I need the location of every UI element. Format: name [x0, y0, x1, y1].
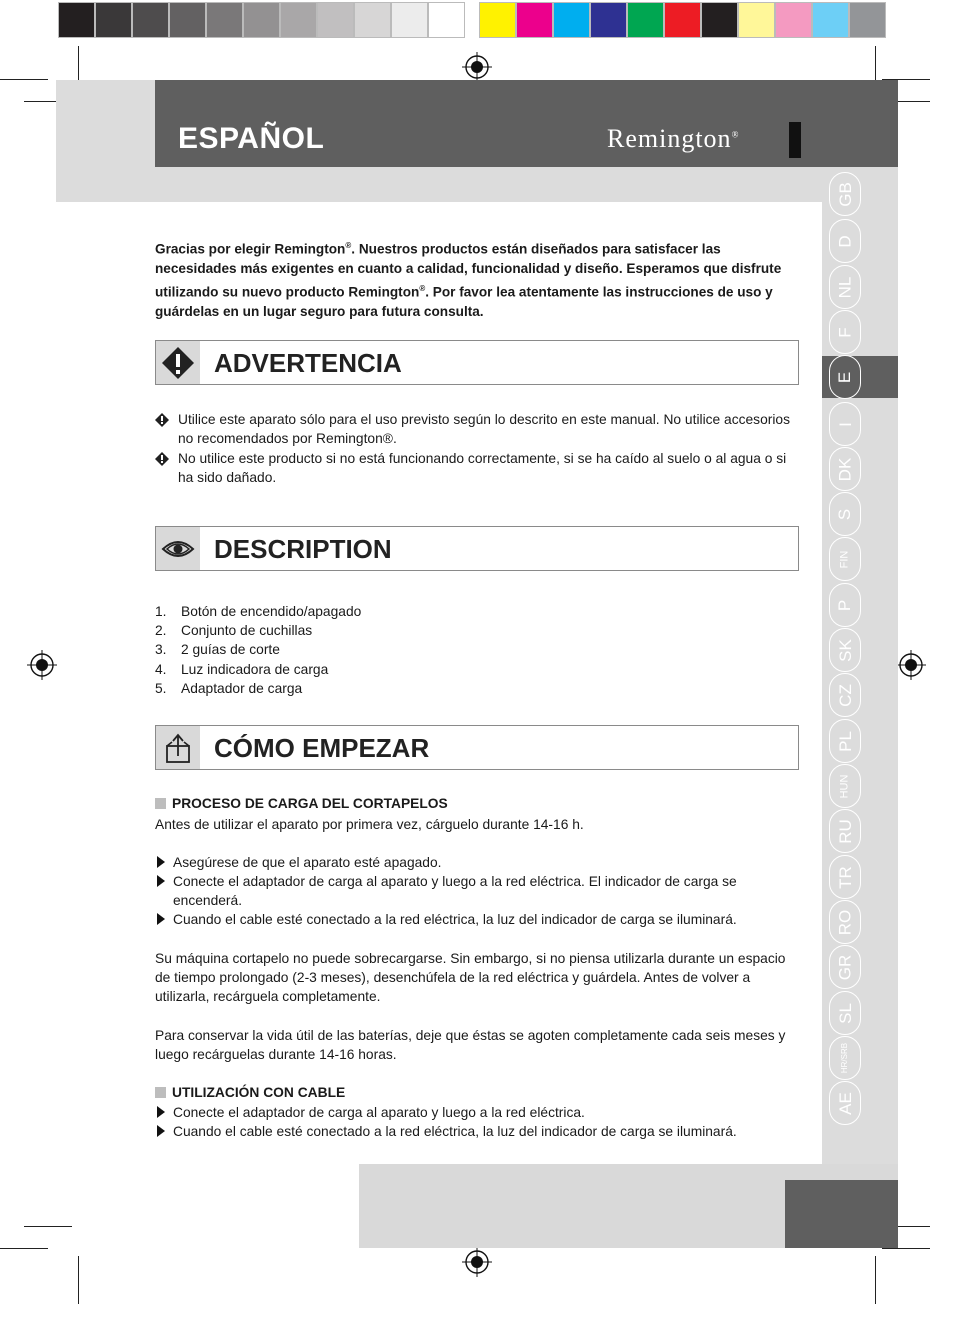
brand-bar	[789, 122, 801, 158]
intro-paragraph: Gracias por elegir Remington®. Nuestros productos están diseñados para satisfacer las necesidades más exigentes en cuanto a calidad, funcionalidad y diseño. Esperamos que disfrute utilizando su nuevo producto Remington®. Por favor lea atentamente las instrucciones de uso y guárdelas en un lugar seguro para futura consulta.	[155, 241, 782, 319]
crop-mark	[78, 1256, 79, 1304]
lang-tab-sk[interactable]: SK	[829, 628, 861, 672]
lang-tab-nl[interactable]: NL	[829, 265, 861, 309]
battery-paragraph: Para conservar la vida útil de las baterías, deje que éstas se agoten completamente cada seis meses y luego recárguelas durante 14-16 horas.	[155, 1028, 786, 1063]
box-arrow-icon	[156, 726, 200, 769]
swatch-grey	[169, 2, 206, 38]
step-item: Cuando el cable esté conectado a la red eléctrica, la luz del indicador de carga se iluminará.	[155, 1122, 795, 1141]
lang-tab-tr[interactable]: TR	[829, 855, 861, 899]
swatch-grey	[206, 2, 243, 38]
swatch-light-cyan	[812, 2, 849, 38]
swatch-pink	[775, 2, 812, 38]
brand-registered-mark: ®	[731, 129, 740, 140]
warning-icon	[156, 341, 200, 384]
list-item: 2. Conjunto de cuchillas	[155, 623, 313, 639]
getting-started-title: CÓMO EMPEZAR	[214, 733, 430, 763]
lang-tab-ae[interactable]: AE	[829, 1081, 861, 1125]
swatch-grey	[243, 2, 280, 38]
square-bullet-icon	[155, 1087, 166, 1098]
square-bullet-icon	[155, 798, 166, 809]
warning-item: No utilice este producto si no está funcionando correctamente, si se ha caído al suelo o al agua o si ha sido dañado.	[155, 449, 795, 487]
crop-mark	[24, 1226, 72, 1227]
swatch-grey	[317, 2, 354, 38]
lang-tab-cz[interactable]: CZ	[829, 673, 861, 717]
lang-tab-p[interactable]: P	[829, 583, 861, 627]
list-item: 5. Adaptador de carga	[155, 680, 303, 696]
triangle-bullet-icon	[155, 910, 165, 930]
parts-list	[155, 602, 361, 698]
brand-name: Remington	[607, 124, 732, 153]
page-number-box	[785, 1180, 898, 1248]
lang-tab-s[interactable]: S	[829, 492, 861, 536]
registration-target-icon	[462, 52, 492, 82]
lang-tab-f[interactable]: F	[829, 310, 861, 354]
lang-tab-ro[interactable]: RO	[829, 900, 861, 944]
lang-tab-i[interactable]: I	[829, 402, 861, 446]
page-title: ESPAÑOL	[178, 122, 325, 155]
warning-item: Utilice este aparato sólo para el uso previsto según lo descrito en este manual. No utilice accesorios no recomendados por Remington®.	[155, 410, 795, 448]
getting-started-section-header	[155, 725, 799, 770]
swatch-grey	[58, 2, 95, 38]
eye-icon	[156, 527, 200, 570]
swatch-grey	[849, 2, 886, 38]
step-item: Cuando el cable esté conectado a la red eléctrica, la luz del indicador de carga se iluminará.	[155, 910, 795, 929]
swatch-grey	[132, 2, 169, 38]
swatch-yellow	[479, 2, 516, 38]
swatch-magenta	[516, 2, 553, 38]
swatch-black	[701, 2, 738, 38]
warning-section-header	[155, 340, 799, 385]
lang-tab-gr[interactable]: GR	[829, 945, 861, 989]
brand-logo	[607, 124, 739, 154]
swatch-cyan	[553, 2, 590, 38]
cable-subheading: UTILIZACIÓN CON CABLE	[155, 1085, 345, 1100]
warning-title: ADVERTENCIA	[214, 348, 402, 378]
lang-tab-e[interactable]: E	[829, 355, 861, 399]
description-section-header	[155, 526, 799, 571]
charging-intro: Antes de utilizar el aparato por primera vez, cárguelo durante 14-16 h.	[155, 817, 584, 832]
description-title: DESCRIPTION	[214, 534, 392, 564]
registration-target-icon	[462, 1247, 492, 1277]
lang-tab-hun[interactable]: HUN	[829, 764, 861, 808]
color-calibration-bar	[58, 2, 886, 38]
swatch-grey	[391, 2, 428, 38]
list-item: 3. 2 guías de corte	[155, 642, 280, 658]
lang-tab-hr-srb[interactable]: HR/SRB	[829, 1036, 861, 1080]
lang-tab-fin[interactable]: FIN	[829, 537, 861, 581]
step-item: Asegúrese de que el aparato esté apagado.	[155, 853, 795, 872]
swatch-blue	[590, 2, 627, 38]
lang-tab-sl[interactable]: SL	[829, 991, 861, 1035]
list-item: 1. Botón de encendido/apagado	[155, 604, 362, 619]
swatch-light-yellow	[738, 2, 775, 38]
triangle-bullet-icon	[155, 1122, 165, 1142]
triangle-bullet-icon	[155, 872, 165, 892]
swatch-grey	[428, 2, 465, 38]
swatch-grey	[354, 2, 391, 38]
lang-tab-dk[interactable]: DK	[829, 447, 861, 491]
crop-mark	[0, 1248, 48, 1249]
swatch-green	[627, 2, 664, 38]
triangle-bullet-icon	[155, 853, 165, 873]
crop-mark	[0, 79, 48, 80]
charging-subheading: PROCESO DE CARGA DEL CORTAPELOS	[155, 796, 448, 811]
lang-tab-d[interactable]: D	[829, 219, 861, 263]
step-item: Conecte el adaptador de carga al aparato y luego a la red eléctrica. El indicador de carga se encenderá.	[155, 872, 795, 910]
warning-diamond-icon	[155, 449, 169, 471]
swatch-grey	[95, 2, 132, 38]
overcharge-paragraph: Su máquina cortapelo no puede sobrecargarse. Sin embargo, si no piensa utilizarla durante un espacio de tiempo prolongado (2-3 meses), desenchúfela de la red eléctrica y guárdela. Antes de volver a utilizarla, recárguela completamente.	[155, 951, 786, 1005]
triangle-bullet-icon	[155, 1103, 165, 1123]
warning-diamond-icon	[155, 410, 169, 432]
list-item: 4. Luz indicadora de carga	[155, 661, 329, 677]
crop-mark	[882, 1248, 930, 1249]
lang-tab-gb[interactable]: GB	[829, 172, 861, 216]
crop-mark	[875, 1256, 876, 1304]
registration-target-icon	[896, 650, 926, 680]
swatch-red	[664, 2, 701, 38]
lang-tab-ru[interactable]: RU	[829, 809, 861, 853]
swatch-grey	[280, 2, 317, 38]
step-item: Conecte el adaptador de carga al aparato y luego a la red eléctrica.	[155, 1103, 795, 1122]
registration-target-icon	[27, 650, 57, 680]
lang-tab-pl[interactable]: PL	[829, 719, 861, 763]
